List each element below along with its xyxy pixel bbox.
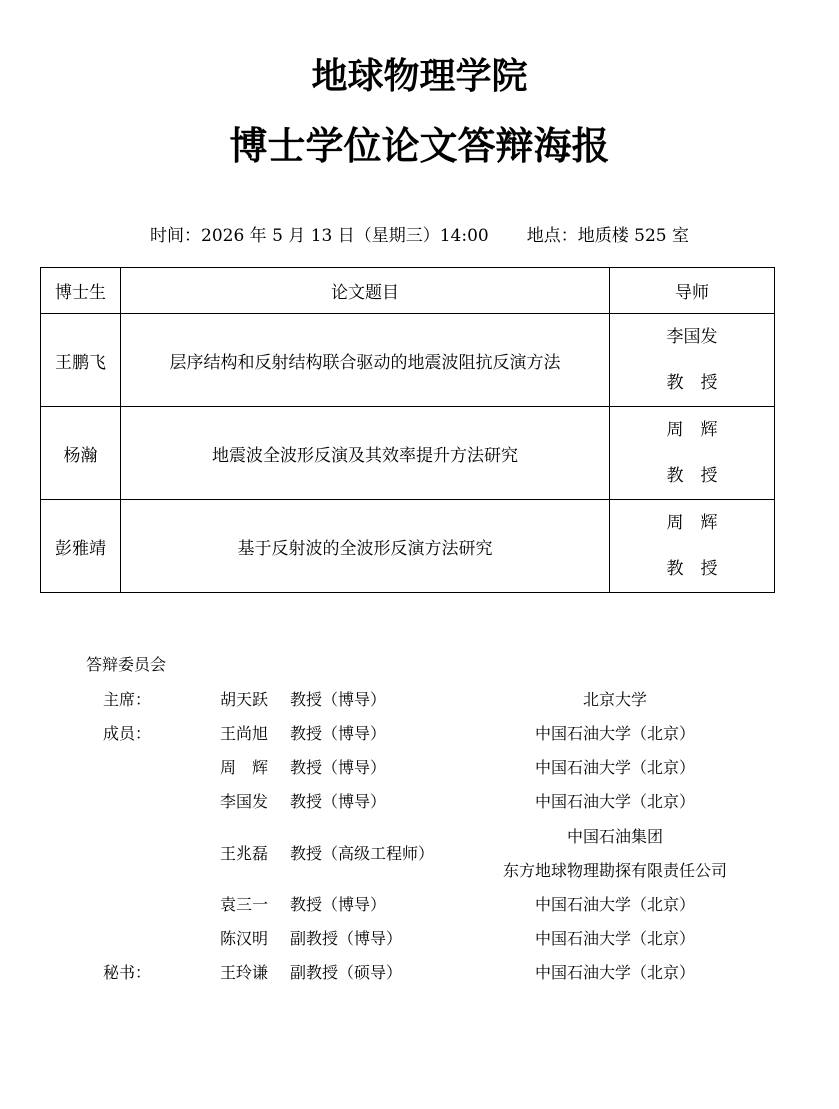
member-title: 副教授（博导）: [290, 929, 403, 948]
committee-member: [0, 688, 839, 712]
table-row: [41, 407, 775, 500]
member-name: 周 辉: [220, 758, 269, 777]
student-name: 王鹏飞: [41, 314, 121, 407]
place-label: 地点：: [526, 226, 578, 246]
poster-title: 博士学位论文答辩海报: [229, 123, 610, 168]
member-name: 李国发: [220, 792, 269, 811]
member-title: 教授（博导）: [290, 792, 387, 811]
thesis-table: [40, 267, 775, 593]
student-name: 杨瀚: [41, 407, 121, 500]
member-org: 中国石油大学（北京）: [534, 895, 695, 914]
member-org: 北京大学: [582, 690, 647, 709]
committee-member: [0, 927, 839, 951]
advisor-name: 李国发: [666, 327, 718, 347]
member-org: 中国石油大学（北京）: [534, 792, 695, 811]
advisor-title: 教 授: [666, 373, 718, 393]
member-title: 教授（博导）: [290, 758, 387, 777]
member-role: 成员：: [103, 724, 152, 743]
member-org: 中国石油大学（北京）: [534, 724, 695, 743]
committee-member: [0, 859, 839, 883]
member-org: 中国石油大学（北京）: [534, 963, 695, 982]
member-org-line2: 东方地球物理勘探有限责任公司: [502, 861, 727, 880]
member-title: 副教授（硕导）: [290, 963, 403, 982]
header-advisor: 导师: [610, 268, 775, 314]
member-role: 秘书：: [103, 963, 152, 982]
member-org: 中国石油大学（北京）: [534, 929, 695, 948]
member-name: 陈汉明: [220, 929, 269, 948]
time-label: 时间：: [150, 226, 201, 246]
committee-member: [0, 756, 839, 780]
member-title: 教授（博导）: [290, 690, 387, 709]
member-role: 主席：: [103, 690, 152, 709]
student-name: 彭雅靖: [41, 500, 121, 593]
thesis-topic: 层序结构和反射结构联合驱动的地震波阻抗反演方法: [121, 314, 610, 407]
member-org: 中国石油集团: [566, 827, 663, 846]
committee-member: [0, 790, 839, 814]
advisor-cell: [610, 314, 775, 407]
member-org: 中国石油大学（北京）: [534, 758, 695, 777]
header-topic: 论文题目: [121, 268, 610, 314]
member-title: 教授（高级工程师）: [290, 844, 435, 863]
place-value: 地质楼 525 室: [577, 226, 689, 246]
defense-info: [0, 224, 839, 248]
member-name: 王玲谦: [220, 963, 269, 982]
advisor-cell: [610, 500, 775, 593]
member-title: 教授（博导）: [290, 895, 387, 914]
member-title: 教授（博导）: [290, 724, 387, 743]
advisor-cell: [610, 407, 775, 500]
committee-member: [0, 961, 839, 985]
member-name: 王尚旭: [220, 724, 269, 743]
advisor-name: 周 辉: [666, 513, 718, 533]
advisor-title: 教 授: [666, 466, 718, 486]
table-row: [41, 500, 775, 593]
committee-member: [0, 893, 839, 917]
advisor-name: 周 辉: [666, 420, 718, 440]
time-value: 2026 年 5 月 13 日（星期三）14:00: [201, 226, 489, 246]
member-name: 袁三一: [220, 895, 269, 914]
table-row: [41, 314, 775, 407]
header-student: 博士生: [41, 268, 121, 314]
committee-member: [0, 722, 839, 746]
member-name: 王兆磊: [220, 844, 269, 863]
school-title: 地球物理学院: [311, 55, 528, 97]
table-header-row: [41, 268, 775, 314]
thesis-topic: 基于反射波的全波形反演方法研究: [121, 500, 610, 593]
committee-title: 答辩委员会: [86, 655, 167, 674]
advisor-title: 教 授: [666, 559, 718, 579]
member-name: 胡天跃: [220, 690, 269, 709]
thesis-topic: 地震波全波形反演及其效率提升方法研究: [121, 407, 610, 500]
